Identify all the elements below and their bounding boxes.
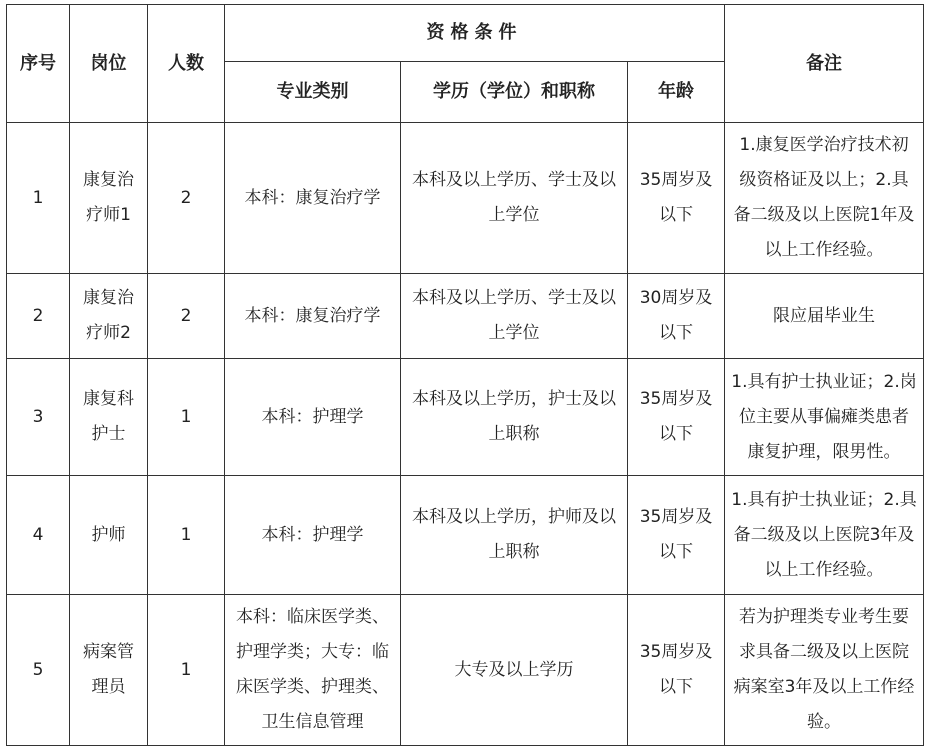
- table-row: [7, 274, 924, 359]
- cell-count: 1: [148, 476, 225, 595]
- header-major: 专业类别: [225, 62, 401, 123]
- cell-major: 本科：临床医学类、护理学类；大专：临床医学类、护理类、卫生信息管理: [225, 595, 401, 746]
- cell-major: 本科：康复治疗学: [225, 123, 401, 274]
- cell-degree: 本科及以上学历，护师及以上职称: [401, 476, 628, 595]
- recruitment-table: [6, 4, 924, 746]
- cell-degree: 本科及以上学历，护士及以上职称: [401, 359, 628, 476]
- header-note: 备注: [725, 5, 924, 123]
- header-qualification: 资格条件: [225, 5, 725, 62]
- table-row: [7, 595, 924, 746]
- cell-major: 本科：康复治疗学: [225, 274, 401, 359]
- cell-note: 限应届毕业生: [725, 274, 924, 359]
- cell-note: 1.具有护士执业证；2.具备二级及以上医院3年及以上工作经验。: [725, 476, 924, 595]
- cell-index: 5: [7, 595, 70, 746]
- header-count: 人数: [148, 5, 225, 123]
- cell-age: 35周岁及以下: [628, 476, 725, 595]
- cell-age: 35周岁及以下: [628, 595, 725, 746]
- cell-count: 2: [148, 123, 225, 274]
- cell-position: 病案管理员: [70, 595, 148, 746]
- cell-index: 4: [7, 476, 70, 595]
- cell-position: 康复科护士: [70, 359, 148, 476]
- cell-index: 2: [7, 274, 70, 359]
- header-index: 序号: [7, 5, 70, 123]
- cell-index: 3: [7, 359, 70, 476]
- header-position: 岗位: [70, 5, 148, 123]
- cell-age: 35周岁及以下: [628, 359, 725, 476]
- cell-index: 1: [7, 123, 70, 274]
- cell-position: 康复治疗师2: [70, 274, 148, 359]
- cell-note: 若为护理类专业考生要求具备二级及以上医院病案室3年及以上工作经验。: [725, 595, 924, 746]
- table-row: [7, 476, 924, 595]
- cell-age: 30周岁及以下: [628, 274, 725, 359]
- cell-major: 本科：护理学: [225, 359, 401, 476]
- header-degree: 学历（学位）和职称: [401, 62, 628, 123]
- cell-major: 本科：护理学: [225, 476, 401, 595]
- cell-age: 35周岁及以下: [628, 123, 725, 274]
- table-row: [7, 359, 924, 476]
- cell-position: 康复治疗师1: [70, 123, 148, 274]
- table-row: [7, 123, 924, 274]
- cell-degree: 本科及以上学历、学士及以上学位: [401, 123, 628, 274]
- cell-count: 2: [148, 274, 225, 359]
- cell-note: 1.具有护士执业证；2.岗位主要从事偏瘫类患者康复护理，限男性。: [725, 359, 924, 476]
- cell-count: 1: [148, 595, 225, 746]
- cell-degree: 大专及以上学历: [401, 595, 628, 746]
- header-age: 年龄: [628, 62, 725, 123]
- cell-note: 1.康复医学治疗技术初级资格证及以上；2.具备二级及以上医院1年及以上工作经验。: [725, 123, 924, 274]
- cell-position: 护师: [70, 476, 148, 595]
- cell-count: 1: [148, 359, 225, 476]
- cell-degree: 本科及以上学历、学士及以上学位: [401, 274, 628, 359]
